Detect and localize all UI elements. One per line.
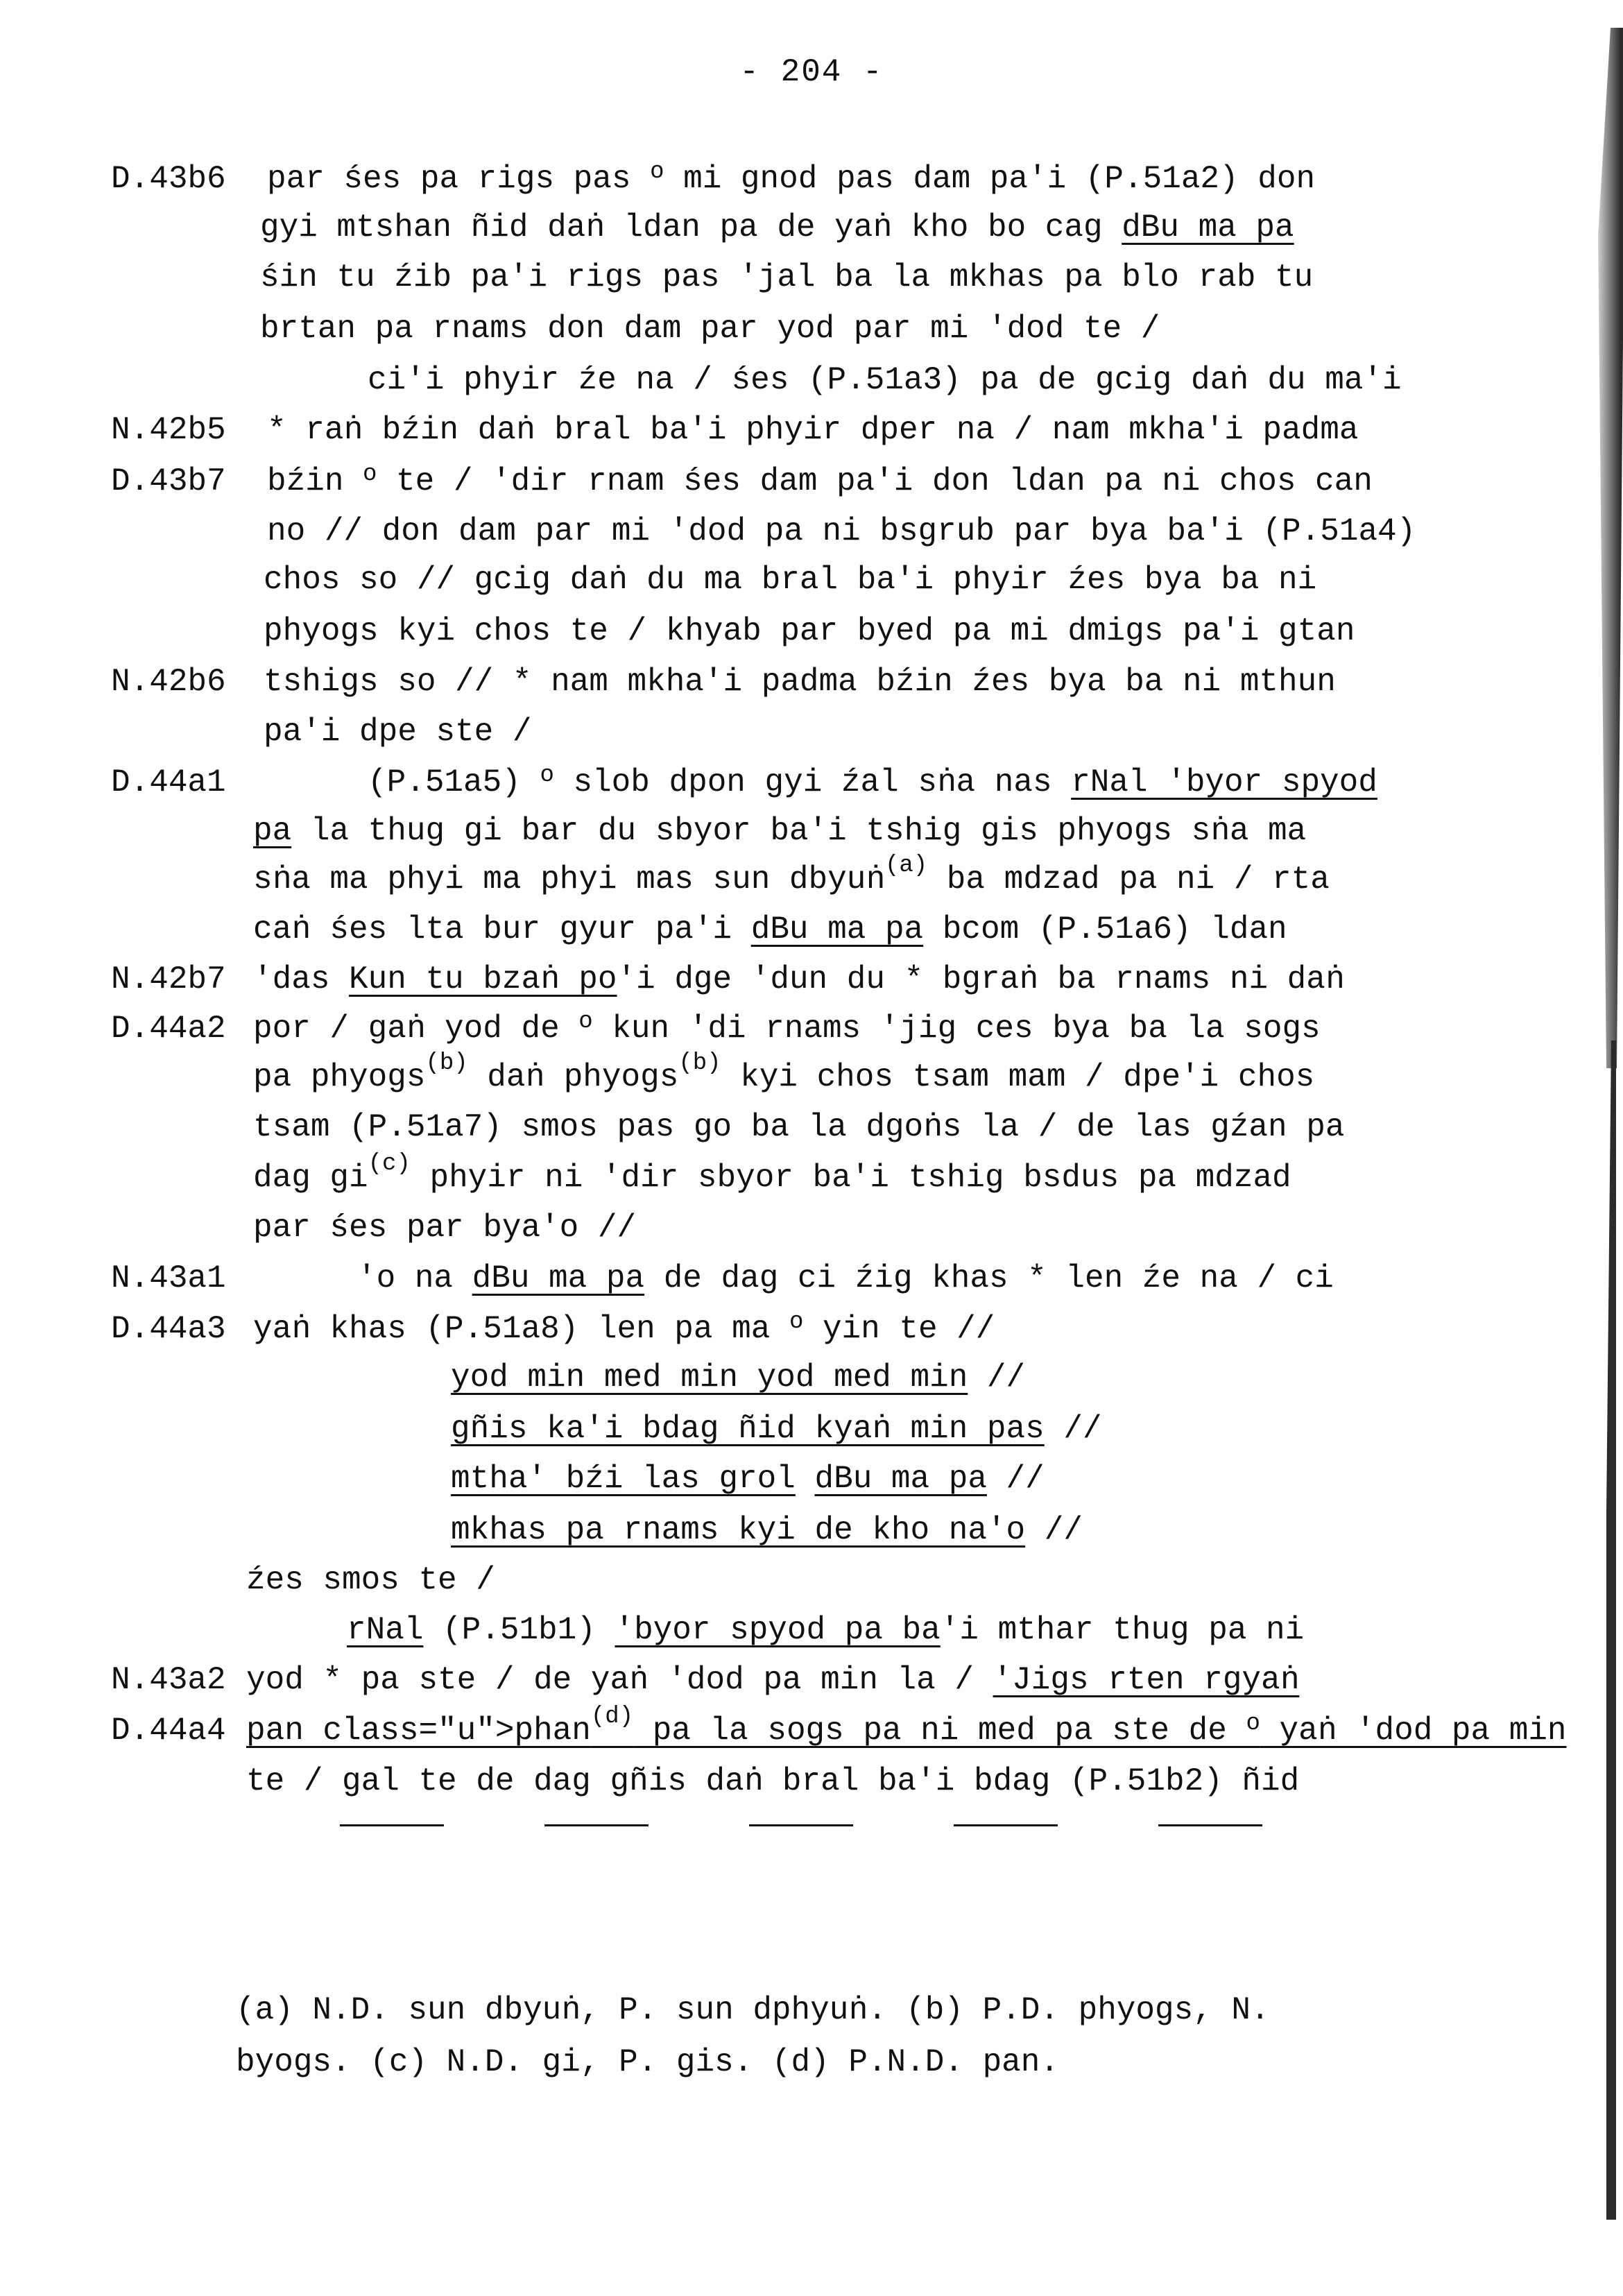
text-line [0, 852, 1623, 902]
line-text: pan class="u">phan$^{(d)}$ pa la sogs pa ni med pa ste de $^o$ yaṅ 'dod pa min [246, 1703, 1567, 1749]
folio-reference: N.43a1 [111, 1260, 226, 1296]
text-line [0, 1009, 1623, 1051]
text-line [0, 960, 1623, 1002]
text-line [0, 1703, 1623, 1753]
line-text: te / gal te de dag gñis daṅ bral ba'i bdag (P.51b2) ñid [246, 1763, 1300, 1799]
text-line [0, 1310, 1623, 1351]
text-line [0, 763, 1623, 805]
folio-reference: D.44a3 [111, 1311, 226, 1347]
line-text: (P.51a5) $^o$ slob dpon gyi źal sṅa nas rNal 'byor spyod [368, 762, 1377, 800]
page-number: - 204 - [739, 54, 884, 90]
line-text: chos so // gcig daṅ du ma bral ba'i phyir źes bya ba ni [264, 562, 1317, 598]
separator-rule [1158, 1824, 1262, 1826]
text-line [0, 258, 1623, 300]
text-line [0, 160, 1623, 201]
folio-reference: D.44a2 [111, 1011, 226, 1047]
line-text: yod min med min yod med min // [451, 1360, 1026, 1396]
line-text: rNal (P.51b1) 'byor spyod pa ba'i mthar thug pa ni [347, 1612, 1305, 1648]
separator-rule [544, 1824, 649, 1826]
text-line [0, 612, 1623, 653]
line-text: tshigs so // * nam mkha'i padma bźin źes bya ba ni mthun [264, 664, 1336, 700]
separator-rule [340, 1824, 444, 1826]
text-line [0, 462, 1623, 504]
footnote-line: (a) N.D. sun dbyuṅ, P. sun dphyuṅ. (b) P.D. phyogs, N. [236, 1992, 1270, 2028]
text-line [0, 1259, 1623, 1301]
text-line [0, 1511, 1623, 1552]
line-text: por / gaṅ yod de $^o$ kun 'di rnams 'jig ces bya ba la sogs [253, 1009, 1321, 1047]
text-line [0, 1561, 1623, 1602]
text-line [0, 1208, 1623, 1250]
line-text: caṅ śes lta bur gyur pa'i dBu ma pa bcom (P.51a6) ldan [253, 911, 1287, 948]
line-text: ci'i phyir źe na / śes (P.51a3) pa de gcig daṅ du ma'i [368, 362, 1402, 398]
folio-reference: D.43b6 [111, 161, 226, 197]
line-text: dag $gi^{(c)}$ phyir ni 'dir sbyor ba'i tshig bsdus pa mdzad [253, 1150, 1291, 1196]
line-text: mtha' bźi las grol dBu ma pa // [451, 1461, 1045, 1497]
text-line [0, 512, 1623, 554]
line-text: mkhas pa rnams kyi de kho na'o // [451, 1512, 1083, 1548]
text-line [0, 812, 1623, 853]
separator-rule [749, 1824, 853, 1826]
text-line [0, 1762, 1623, 1804]
line-text: pa la thug gi bar du sbyor ba'i tshig gis phyogs sṅa ma [253, 813, 1307, 849]
text-line [0, 309, 1623, 351]
line-text: 'o na dBu ma pa de dag ci źig khas * len źe na / ci [357, 1260, 1334, 1296]
folio-reference: D.44a4 [111, 1713, 226, 1749]
text-line [0, 1150, 1623, 1200]
line-text: pa phyogs$^{(b)}$ daṅ phyogs$^{(b)}$ kyi chos tsam mam / dpe'i chos [253, 1050, 1315, 1095]
line-text: yod * pa ste / de yaṅ 'dod pa min la / 'Jigs rten rgyaṅ [246, 1662, 1300, 1698]
line-text: bźin $^o$ te / 'dir rnam śes dam pa'i don ldan pa ni chos can [267, 461, 1373, 499]
line-text: par śes pa rigs pas $^o$ mi gnod pas dam pa'i (P.51a2) don [267, 159, 1316, 197]
line-text: * raṅ bźin daṅ bral ba'i phyir dper na / nam mkha'i padma [267, 412, 1359, 448]
folio-reference: N.42b6 [111, 664, 226, 700]
text-line [0, 1611, 1623, 1652]
text-line [0, 712, 1623, 754]
folio-reference: D.44a1 [111, 764, 226, 800]
text-line [0, 1661, 1623, 1702]
text-line [0, 662, 1623, 704]
footnote-line: byogs. (c) N.D. gi, P. gis. (d) P.N.D. pan. [236, 2044, 1059, 2080]
text-line [0, 208, 1623, 250]
text-line [0, 1410, 1623, 1451]
folio-reference: N.43a2 [111, 1662, 226, 1698]
line-text: tsam (P.51a7) smos pas go ba la dgoṅs la / de las gźan pa [253, 1109, 1345, 1145]
folio-reference: N.42b7 [111, 961, 226, 997]
line-text: brtan pa rnams don dam par yod par mi 'dod te / [260, 311, 1160, 347]
line-text: gyi mtshan ñid daṅ ldan pa de yaṅ kho bo cag dBu ma pa [260, 209, 1294, 246]
line-text: śin tu źib pa'i rigs pas 'jal ba la mkhas pa blo rab tu [260, 259, 1314, 295]
line-text: yaṅ khas (P.51a8) len pa ma $^o$ yin te // [253, 1309, 995, 1347]
line-text: pa'i dpe ste / [264, 714, 532, 750]
line-text: par śes par bya'o // [253, 1210, 637, 1246]
text-line [0, 411, 1623, 452]
line-text: no // don dam par mi 'dod pa ni bsgrub par bya ba'i (P.51a4) [267, 513, 1416, 549]
text-line [0, 361, 1623, 402]
line-text: sṅa ma phyi ma phyi mas sun dbyuṅ$^{(a)}$ ba mdzad pa ni / rta [253, 852, 1330, 898]
text-line [0, 1459, 1623, 1501]
line-text: źes smos te / [246, 1562, 495, 1598]
line-text: phyogs kyi chos te / khyab par byed pa mi dmigs pa'i gtan [264, 613, 1355, 649]
text-line [0, 910, 1623, 952]
line-text: gñis ka'i bdag ñid kyaṅ min pas // [451, 1411, 1102, 1447]
text-line [0, 1358, 1623, 1400]
text-line [0, 1050, 1623, 1099]
line-text: 'das Kun tu bzaṅ po'i dge 'dun du * bgraṅ ba rnams ni daṅ [253, 961, 1345, 997]
text-line [0, 1108, 1623, 1149]
folio-reference: N.42b5 [111, 412, 226, 448]
separator-rule [954, 1824, 1058, 1826]
folio-reference: D.43b7 [111, 463, 226, 499]
text-line [0, 560, 1623, 602]
